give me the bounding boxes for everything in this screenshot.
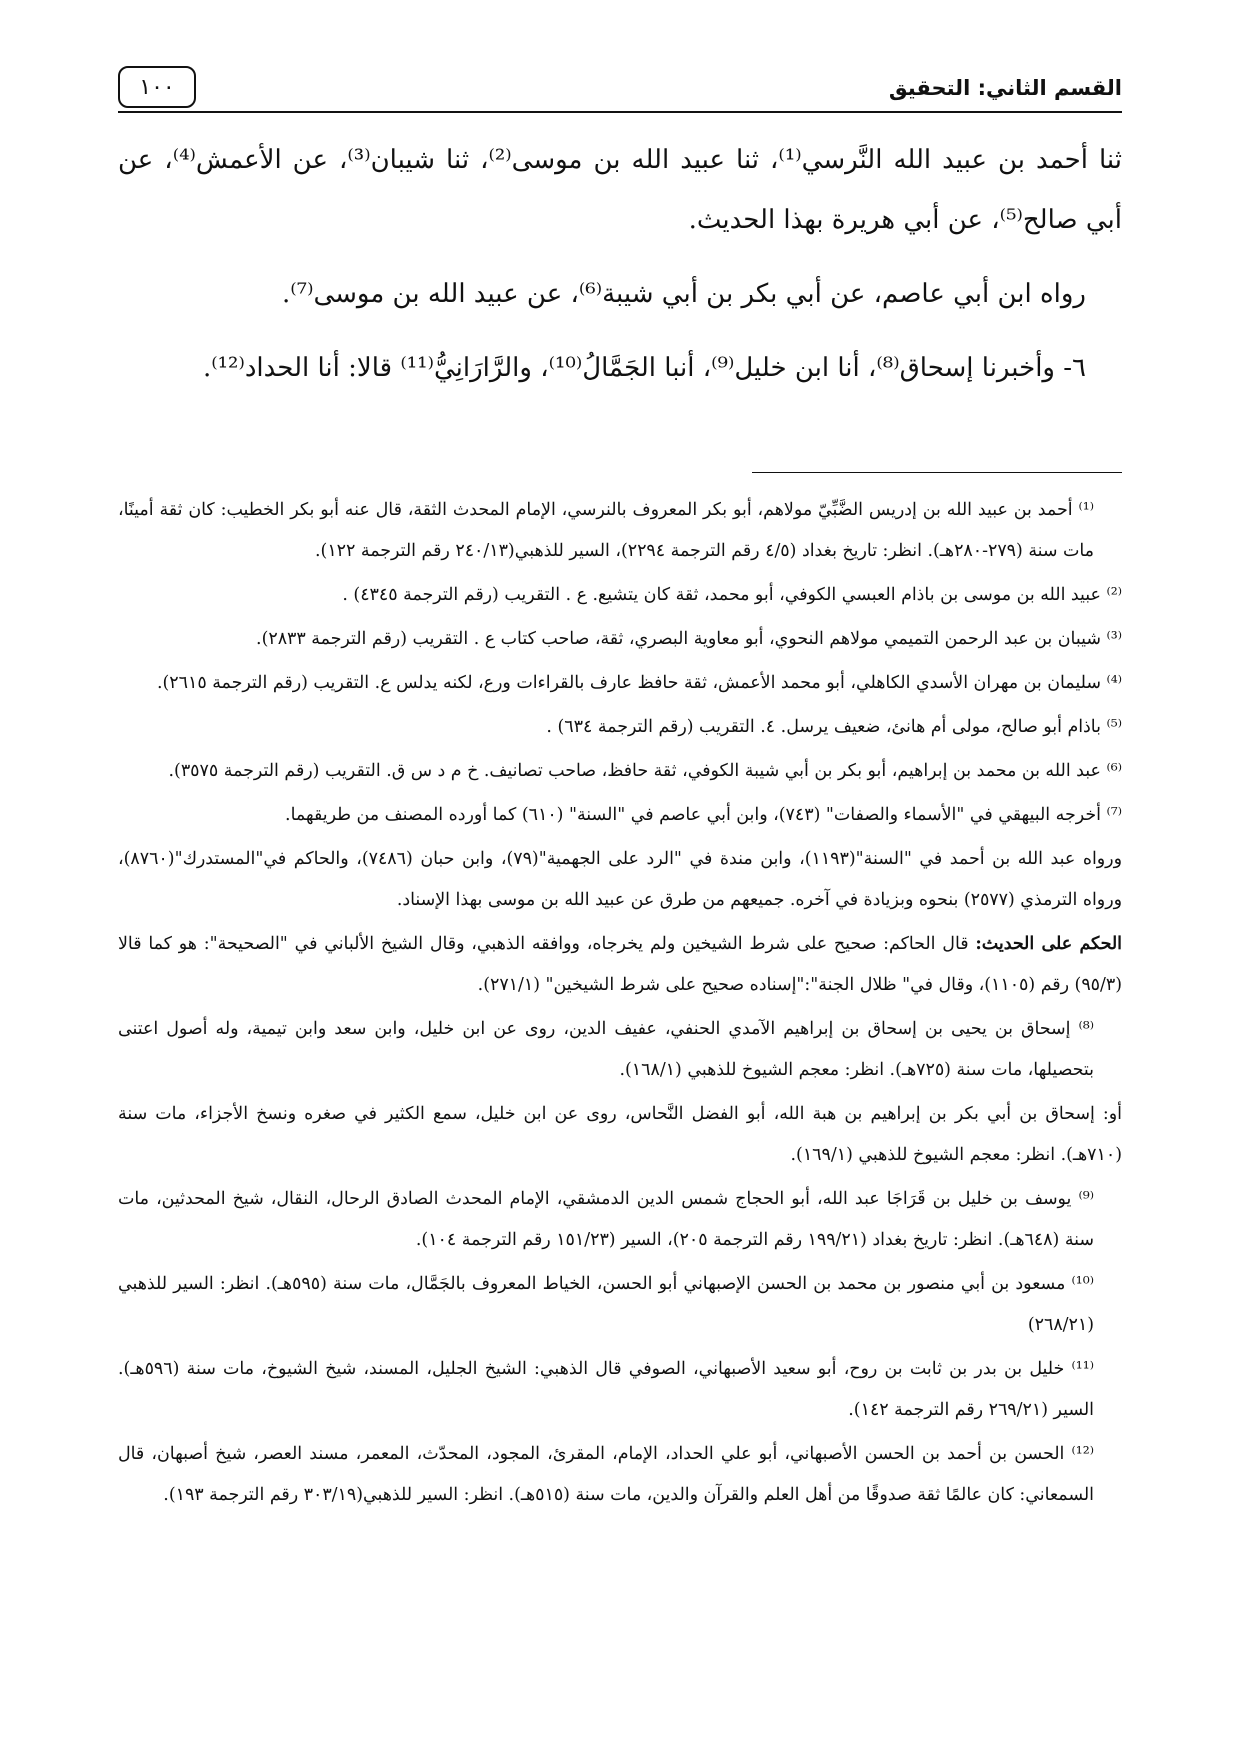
section-title: القسم الثاني: التحقيق [888, 76, 1122, 100]
hukm-paragraph [118, 924, 1122, 1006]
footnote-8: ⁽⁸⁾ إسحاق بن يحيى بن إسحاق بن إبراهيم الآمدي الحنفي، عفيف الدين، روى عن ابن خليل، وابن سعد وابن تيمية، وله أصول اعتنى بتحصيلها، مات سنة (٧٢٥هـ). انظر: معجم الشيوخ للذهبي (١٦٨/١). [118, 1019, 1094, 1080]
hukm-text: قال الحاكم: صحيح على شرط الشيخين ولم يخرجاه، ووافقه الذهبي، وقال الشيخ الألباني في "الصحيحة": هو كما قالا (٩٥/٣) رقم (١١٠٥)، وقال في" ظلال الجنة":"إسناده صحيح على شرط الشيخين" (٢٧١/١). [118, 934, 1122, 995]
page-number: ١٠٠ [118, 66, 196, 108]
main-text [118, 130, 1122, 398]
footnote-11: ⁽¹¹⁾ خليل بن بدر بن ثابت بن روح، أبو سعيد الأصبهاني، الصوفي قال الذهبي: الشيخ الجليل، المسند، شيخ الشيوخ، مات سنة (٥٩٦هـ). السير (٢٦٩/٢١ رقم الترجمة ١٤٢). [118, 1359, 1094, 1420]
footnote-7: ⁽⁷⁾ أخرجه البيهقي في "الأسماء والصفات" (٧٤٣)، وابن أبي عاصم في "السنة" (٦١٠) كما أورده المصنف من طريقهما. [285, 805, 1122, 825]
footnote-7-continued: ورواه عبد الله بن أحمد في "السنة"(١١٩٣)، وابن مندة في "الرد على الجهمية"(٧٩)، وابن حبان (٧٤٨٦)، والحاكم في"المستدرك"(٨٧٦٠)، ورواه الترمذي (٢٥٧٧) بنحوه وبزيادة في آخره. جميعهم من طرق عن عبيد الله بن موسى بهذا الإسناد. [118, 849, 1122, 910]
footnote-1: ⁽¹⁾ أحمد بن عبيد الله بن إدريس الضَّبِّيّ مولاهم، أبو بكر المعروف بالنرسي، الإمام المحدث الثقة، قال عنه أبو بكر الخطيب: كان ثقة أمينًا، مات سنة (٢٧٩-٢٨٠هـ). انظر: تاريخ بغداد (٤/٥ رقم الترجمة ٢٢٩٤)، السير للذهبي(٢٤٠/١٣ رقم الترجمة ١٢٢). [118, 500, 1094, 561]
footnote-8-alt: أو: إسحاق بن أبي بكر بن إبراهيم بن هبة الله، أبو الفضل النَّحاس، روى عن ابن خليل، سمع الكثير في صغره ونسخ الأجزاء، مات سنة (٧١٠هـ). انظر: معجم الشيوخ للذهبي (١٦٩/١). [118, 1104, 1122, 1165]
footnote-2: ⁽²⁾ عبيد الله بن موسى بن باذام العبسي الكوفي، أبو محمد، ثقة كان يتشيع. ع . التقريب (رقم الترجمة ٤٣٤٥) . [342, 585, 1122, 605]
header-rule [118, 111, 1122, 113]
main-paragraph-2: رواه ابن أبي عاصم، عن أبي بكر بن أبي شيبة⁽⁶⁾، عن عبيد الله بن موسى⁽⁷⁾. [282, 279, 1086, 309]
main-paragraph-1: ثنا أحمد بن عبيد الله النَّرسي⁽¹⁾، ثنا عبيد الله بن موسى⁽²⁾، ثنا شيبان⁽³⁾، عن الأعمش⁽⁴⁾، عن أبي صالح⁽⁵⁾، عن أبي هريرة بهذا الحديث. [118, 145, 1122, 235]
main-paragraph-3: ٦- وأخبرنا إسحاق⁽⁸⁾، أنا ابن خليل⁽⁹⁾، أنبا الجَمَّالُ⁽¹⁰⁾، والرَّارَانِيُّ⁽¹¹⁾ قالا: أنا الحداد⁽¹²⁾. [202, 353, 1086, 383]
footnote-10: ⁽¹⁰⁾ مسعود بن أبي منصور بن محمد بن الحسن الإصبهاني أبو الحسن، الخياط المعروف بالجَمَّال، مات سنة (٥٩٥هـ). انظر: السير للذهبي (٢٦٨/٢١) [118, 1274, 1094, 1335]
footnote-4: ⁽⁴⁾ سليمان بن مهران الأسدي الكاهلي، أبو محمد الأعمش، ثقة حافظ عارف بالقراءات ورع، لكنه يدلس ع. التقريب (رقم الترجمة ٢٦١٥). [156, 673, 1122, 693]
footnote-9: ⁽⁹⁾ يوسف بن خليل بن قَرَاجَا عبد الله، أبو الحجاج شمس الدين الدمشقي، الإمام المحدث الصادق الرحال، النقال، شيخ المحدثين، مات سنة (٦٤٨هـ). انظر: تاريخ بغداد (١٩٩/٢١ رقم الترجمة ٢٠٥)، السير (١٥١/٢٣ رقم الترجمة ١٠٤). [118, 1189, 1094, 1250]
footnote-6: ⁽⁶⁾ عبد الله بن محمد بن إبراهيم، أبو بكر بن أبي شيبة الكوفي، ثقة حافظ، صاحب تصانيف. خ م د س ق. التقريب (رقم الترجمة ٣٥٧٥). [168, 761, 1122, 781]
footnote-separator [752, 472, 1122, 473]
page-header [118, 66, 1122, 114]
footnote-12: ⁽¹²⁾ الحسن بن أحمد بن الحسن الأصبهاني، أبو علي الحداد، الإمام، المقرئ، المجود، المحدّث، المعمر، مسند العصر، شيخ أصبهان، قال السمعاني: كان عالمًا ثقة صدوقًا من أهل العلم والقرآن والدين، مات سنة (٥١٥هـ). انظر: السير للذهبي(٣٠٣/١٩ رقم الترجمة ١٩٣). [118, 1444, 1094, 1505]
footnote-3: ⁽³⁾ شيبان بن عبد الرحمن التميمي مولاهم النحوي، أبو معاوية البصري، ثقة، صاحب كتاب ع . التقريب (رقم الترجمة ٢٨٣٣). [256, 629, 1122, 649]
hukm-label: الحكم على الحديث: [975, 934, 1122, 954]
footnotes [118, 490, 1122, 1519]
footnote-5: ⁽⁵⁾ باذام أبو صالح، مولى أم هانئ، ضعيف يرسل. ٤. التقريب (رقم الترجمة ٦٣٤) . [546, 717, 1122, 737]
